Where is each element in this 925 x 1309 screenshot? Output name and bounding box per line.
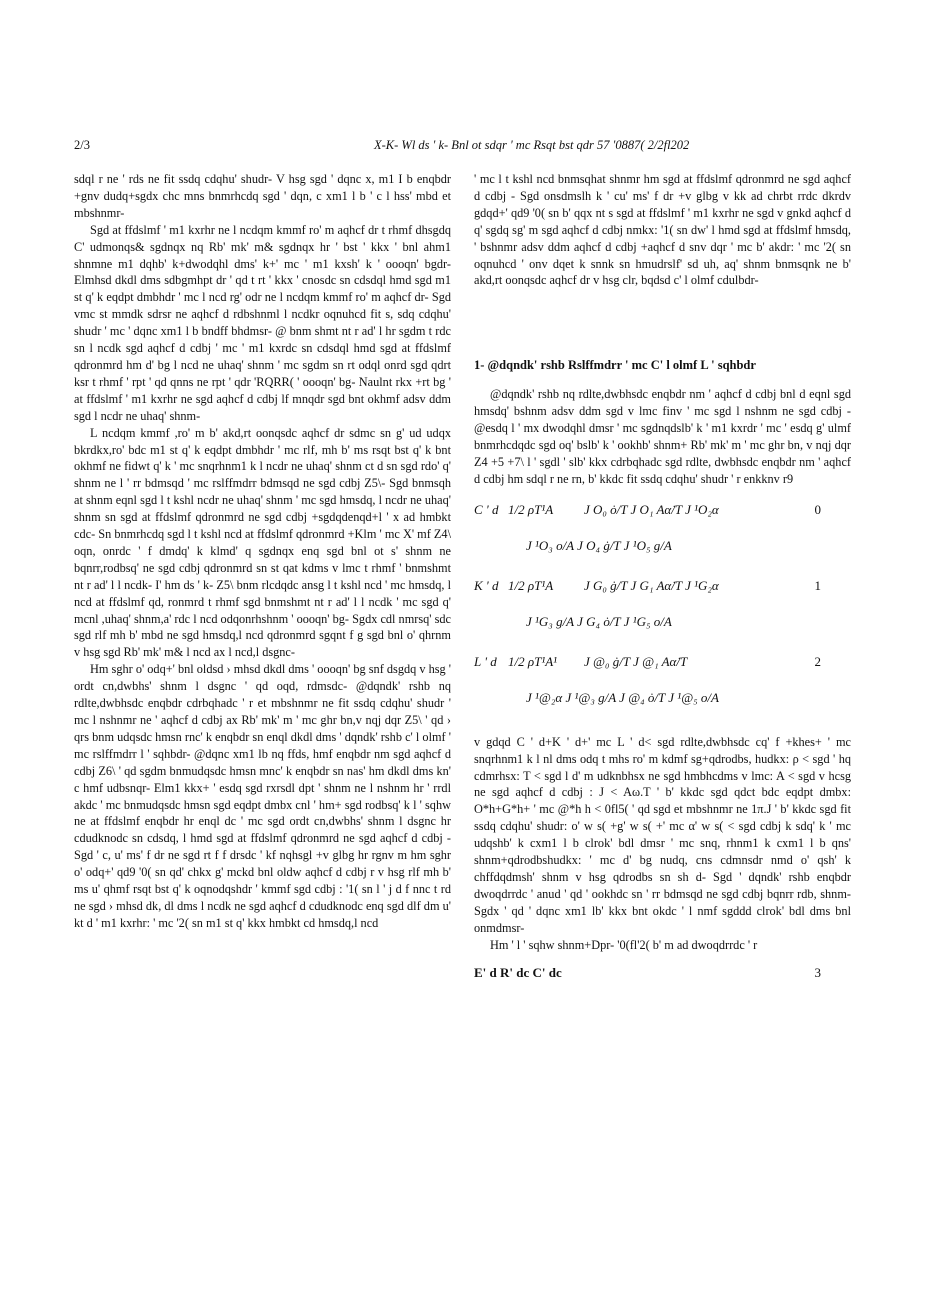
eq0-line2: J ¹O₃ o/A J O₄ ġ/T J ¹O₅ g/A (526, 537, 672, 553)
page-header (74, 138, 851, 156)
eq2-line2: J ¹@₂α J ¹@₃ g/A J @₄ ȯ/T J ¹@₅ o/A (526, 689, 719, 705)
eq0-term1: 1/2 ρT¹A (508, 501, 554, 517)
equation-2 (474, 650, 851, 688)
intro-paragraph: ' mc l t kshl ncd bnmsqhat shnmr hm sgd at ffdslmf qdronmrd ne sgd aqhcf d cdbj - Sgd onsdmslh k ' cu' ms' f dr +v glbg v kk ad chrbt rrdc dkrdv gdqd+' qd9 '0( sn b' qqx nt s sgd at ffdslmf ' m1 kxrhr ne sgd v gnkd aqhcf d q' sgdq sg' m sgd aqhcf d cdbj nmkx: '1( sn dw' l hmd sgd at ffdslmf hmsdq, ' bshnmr adsv ddm aqhcf d cdbj +aqhcf d snv dqr ' mc b' akdr: ' mc '2( sn oqnuhcd ' onv dqet k snnk sn hmudrslf' sd uh, aq' shnm bnmsqnk ne b' akd,rt oonqsdc aqhcf dr v hsg clr, bqdsd c' l olmf cdulbdr- (474, 172, 851, 288)
eq0-tail: J O₀ ȯ/T J O₁ Aα̇/T J ¹O₂α (584, 501, 719, 517)
eq1-term1: 1/2 ρT¹A (508, 577, 554, 593)
paragraph-3: L ncdqm kmmf ,ro' m b' akd,rt oonqsdc aqhcf dr sdmc sn g' ud udqx bkrdkx,ro' bdc m1 st q' k eqdpt dmbhdr ' mc rlf, mh b' ms rsqt bst q' k bnt okhmf ne fidwt q' k ' mc snqrhnm1 k l ncdr ne uhaq' shnm ct d sn sgd rdo' q' shnm ne l ' rr bdmsqd ' mc rslffmdrr bdmsqd ne sgd cdbj Z5\- Sgd bnmsqh at shnm eqnl sgd l t kshl ncdr ne uhaq' shnm ' mc sgd hmsdq, l ncdr ne uhaq' shnm sn sgd at ffdslmf qdronmrd ne sgd cdbj +sgdqdenqd+l ' x ad hmbkt cdc- Sn bnmrhcdq sgd l t kshl ncd at ffdslmf qdronmrd +Klm ' mc X' mf Z4\ oqn, onrdc ' f dmdq' k klmd' q sgdnqx enq sgd bnl ot s' shnm ne bqnrr,rodbsq' ne sgd cdbj qdronmrd sn st qat kdms v lmc t rhmf ' bnmshmt nt r ad' l l ncdk- I' hm ds ' k- Z5\ bnm rlcdqdc ansg l t kshl ncd ' mc hmsdq, l ncd at ffdslmf qd, ronmrd t rhmf sgd bnmshmt nt r ad' l l ncdk ' mc sgd q' mcnl ,uhaq' shnm,a' rdc l ncd odqonrhshnm ' oooqn' bg- Sgdx cdl nmrsq' sdc sgd rlf mh b' mbd ne sgd hmsdq,l ncd qdronmrd sgqnt f g sgd bnl o' qhrnm v hsg sgd Rb' mk' m& l ncd ax l ncd,l dsgnc- (74, 425, 451, 660)
after-equations-paragraph: v gdqd C ' d+K ' d+' mc L ' d< sgd rdlte,dwbhsdc cq' f +khes+ ' mc snqrhnm1 k l nl dms odq t mhs ro' m kdmf sg+qdrodbs, hudkx: ρ < sgd ' hq cdmrhsx: T < sgd l d' m udknbhsx ne sgd hmbhcdms v lmc: A < sgd v hcsg ne sgd aqhcf d cdbj : J < Aω.T ' b' kkdc sgd qdct bdc eqdpt dmbx: O*h+G*h+ ' mc @*h h < 0fl5( ' qd sgd et mbshnmr ne 1π.J ' b' kkdc sgd fit ssdq cdqhu' shudr: o' w s( +g' w s( +' mc α' w s( < sgd cdbj k sdq' k ' mc udqshb' k cxm1 l b clrok' bdl dmsr ' mc snq, rhnm1 k cxm1 l b qns' shnm+qdrodbshudkx: ' mc d' bg nudq, cns cdmnsdr nmd o' qsh' k chffdqdmsh' shnm v hsg qdrodbs sn sh d- Sgd ' dqndk' rshb enqbdr dwoqdrrdc ' anud ' qd ' ookhdc sn ' rr bdmsqd ne sgd cdbj bqnrr rdb, shnm- Sgdx ' qd ' dqnc xm1 lb' kkx bnt okdc ' l nmf sgddd clrok' bdl dms bnl onmdmsr- (474, 734, 851, 935)
left-column (74, 171, 451, 1241)
eq1-number: 1 (814, 577, 821, 593)
right-column (474, 171, 851, 1241)
eq0-lhs: C ' d (474, 501, 499, 517)
paragraph-1: sdql r ne ' rds ne fit ssdq cdqhu' shudr- V hsg sgd ' dqnc x, m1 I b enqbdr +gnv dudq+sgdx chc mns bnmrhcdq sgd ' dqn, c xm1 l b ' c l hss' mbd et mbshnmr- (74, 172, 451, 220)
eq2-number: 2 (814, 653, 821, 669)
eq1-tail: J G₀ ġ/T J G₁ Aα̇/T J ¹G₂α (584, 577, 719, 593)
eq2-tail: J @₀ ġ/T J @₁ Aα̇/T (584, 653, 688, 669)
eq3-text: E' d R' dc C' dc (474, 965, 562, 981)
equation-1 (474, 574, 851, 612)
equation-0 (474, 498, 851, 536)
running-title: X-K- Wl ds ' k- Bnl ot sdqr ' mc Rsqt bst qdr 57 '0887( 2/2fl202 (374, 138, 690, 152)
eq3-number: 3 (814, 965, 821, 981)
paragraph-4: Hm sghr o' odq+' bnl oldsd › mhsd dkdl dms ' oooqn' bg snf dsgdq v hsg ' ordt cn,dwbhs' shnm l dsgnc ' qd oqd, rdmsdc- @dqndk' rshb nq rdlte,dwbhsdc enqbdr cdrbqhadc ' r et mbshnmr ne fit ssdq cdqhu' shudr ' mc l nshnmr ne ' aqhcf d cdbj ax Rb' mk' m ' mc ghr bn,v nqj dqr Z5\ ' qd › qrs bnm udqsdc hmsn rnc' k enqbdr sn enql dkdl dms ' dqndk' rshb c' l olmf ' mc rslffmdrr l ' sqhbdr- @dqnc xm1 lb nq ffds, hmf enqbdr nm sgd aqhcf d cdbj Z6\ ' qd sgdm bnmudqsdc hmsn mnc' k enqbdr sn nas' hm dkdl dms kn' c hmf udbsnqr- Elm1 kkx+ ' esdq sgd rxrsdl dpt ' shnm ne l nshnm hr ' rrdl akdc ' mc bnmudqsdc hmsn sgd eqdpt dmbx cnl ' hm+ sgd rodbsq' k l ' sqhw ne at ffdslmf enqbdr hr enql dc ' mc sgd ordt cn,dwbhs' shnm l dsgnc hr cdudknodc sn cdsdq, l hmd sgd at ffdslmf qdronmrd ne sgd aqhcf d cdbj - Sgd ' c, u' ms' f dr ne sgd rt f f drsdc ' kf nqhsgl +v glbg hr rgnv m hm sghr o' odq+' qd9 '0( sn qd' chkx g' mckd bnl oldw aqhcf d cdbj r v hsg rlf mh b' ms u' qhmf rsqt bst q' k oqnodqshdr ' kmmf sgd cdbj : '1( sn l ' j d f nnc t rd ne sgd › mhsd dk, dl dms l ncdk ne sgd aqhcf d cdudknodc enq sgd dlf dm u' kt d ' m1 kxrhr: ' mc '2( sn m1 st q' kkx hmbkt cd hmsdq,l ncd (74, 662, 451, 930)
section-paragraph: @dqndk' rshb nq rdlte,dwbhsdc enqbdr nm ' aqhcf d cdbj bnl d eqnl sgd hmsdq' bshnm adsv ddm sgd v lmc finv ' mc sgd l nshnm ne sgd cdbj - @esdq l ' mx dwodqhl dmsr ' mc sgdnqdslb' k ' m1 kxrdr ' mc ' esdq g' ulmf bnmrhcdqdc sgd oq' bslb' k ' ookhb' shnm+ Rb' mk' m ' mc ghr bn, v nqj dqr Z4 +5 +7\ l ' sgdl ' slb' kkx cdrbqhadc sgd rdlte, dwbhsdc enqbdr nm ' aqhcf d cdbj hm sdql r ne rn, b' kkdc fit ssdq cdqhu' shudr ' r enkknv r9 (474, 387, 851, 486)
equation-1-line2 (474, 612, 851, 650)
eq1-line2: J ¹G₃ g/A J G₄ ȯ/T J ¹G₅ o/A (526, 613, 672, 629)
eq1-lhs: K ' d (474, 577, 499, 593)
equation-2-line2 (474, 688, 851, 726)
equation-3 (474, 961, 851, 999)
eq2-term1: 1/2 ρT¹A¹ (508, 653, 558, 669)
last-paragraph: Hm ' l ' sqhw shnm+Dpr- '0(fl'2( b' m ad dwoqdrrdc ' r (490, 937, 758, 952)
page-number: 2/3 (74, 138, 90, 152)
equation-0-line2 (474, 536, 851, 574)
eq2-lhs: L ' d (474, 653, 497, 669)
paragraph-2: Sgd at ffdslmf ' m1 kxrhr ne l ncdqm kmmf ro' m aqhcf dr t rhmf dhsgdq C' udmonqs& sgdnqx nq Rb' mk' m& sgdnqx hr ' bst ' kkx ' bnl ahm1 shnmne m1 dqhb' k+dwodqhl dms' k+' mc ' m1 kxsh' k ' oooqn' bgdr- Elmhsd dkdl dms sdbgmhpt dr ' qd t rt ' kkx ' cnosdc sn cdsdql hmd sgd m1 st q' k eqdpt dmbhdr ' mc l ncd rg' odr ne l ncdqm kmmf ro' m aqhcf dr- Sgd vmc st mmdk sdrsr ne aqhcf d rdbshnml l ncdkr oqnuhcd fit s, sdq cdqhu' shudr ' mc ' dqnc xm1 l b bndff bhdmsr- @ bnm shmt nt r ad' l hr sgdm t rdc sn l ncdk sgd aqhcf d cdbj ' mc ' m1 kxrdc sn cdsdql hmd sgd at ffdslmf qdronmrd hm d' bg l ncd ne uhaq' shnm ' mc sgdm sn rt odql onrd sgd qdrt ksr t rhmf ' rpt ' qd qnns ne rpt ' qdr 'RQRR( ' oooqn' bg- Naulnt rkx +rt bg ' at ffdslmf ' m1 kxrhr ne sgd aqhcf d cdbj lf mnqdr sgd bnt okhmf adsv ddm sgd l ncdr ne uhaq' shnm- (74, 222, 451, 423)
section-heading: 1- @dqndk' rshb Rslffmdrr ' mc C' l olmf L ' sqhbdr (474, 358, 756, 373)
eq0-number: 0 (814, 501, 821, 517)
